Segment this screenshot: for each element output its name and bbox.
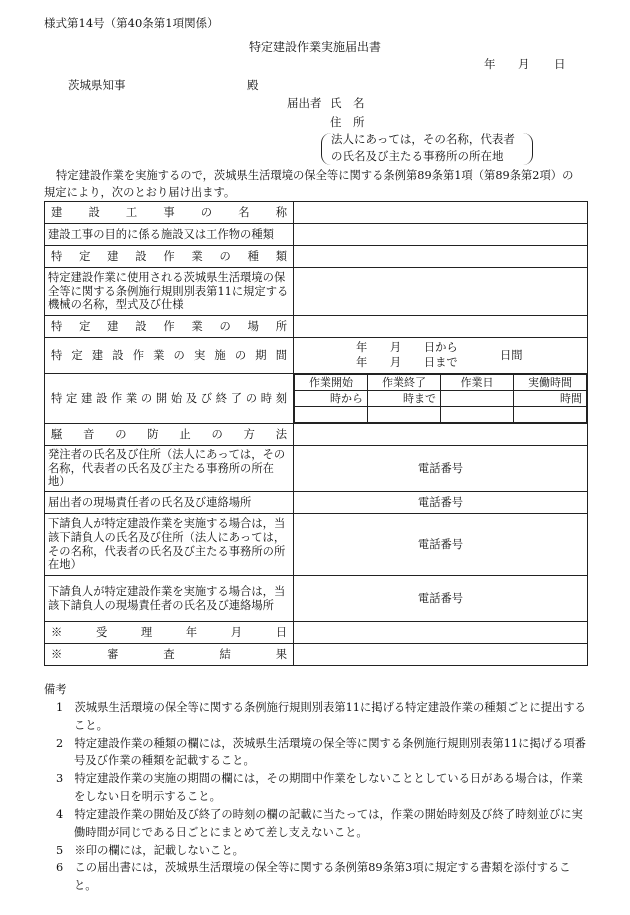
applicant-label: 届出者	[287, 96, 322, 110]
table-row	[45, 492, 588, 514]
subcontractor-phone-field[interactable]: 電話番号	[294, 514, 588, 576]
time-cell[interactable]	[295, 407, 368, 423]
note-item: 5 ※印の欄には，記載しないこと。	[56, 843, 244, 857]
table-row	[45, 224, 588, 246]
table-row	[45, 576, 588, 622]
start-time-cell[interactable]: 時から	[295, 391, 368, 407]
period-end: 年 月 日まで	[356, 356, 458, 369]
table-row	[45, 316, 588, 338]
applicant-note-line1: 法人にあっては，その名称，代表者	[331, 132, 515, 146]
time-header: 実働時間	[514, 375, 587, 391]
note-item: 6 この届出書には，茨城県生活環境の保全等に関する条例第89条第3項に規定する書類を添付すること。	[56, 861, 571, 893]
row-label: ※ 審 査 結 果	[45, 644, 294, 666]
receipt-date-field	[294, 622, 588, 644]
noise-prevention-field[interactable]	[294, 424, 588, 446]
time-cell[interactable]	[514, 407, 587, 423]
applicant-note-line2: の氏名及び主たる事務所の所在地	[331, 149, 504, 163]
table-row	[45, 622, 588, 644]
row-label: 建設工事の目的に係る施設又は工作物の種類	[45, 224, 294, 246]
row-label: 特定建設作業に使用される茨城県生活環境の保全等に関する条例施行規則別表第11に規定する機械の名称，型式及び仕様	[45, 268, 294, 316]
row-label: 特定建設作業の実施の期間	[45, 338, 294, 374]
honorific: 殿	[247, 78, 259, 92]
row-label: ※ 受 理 年 月 日	[45, 622, 294, 644]
row-label: 届出者の現場責任者の氏名及び連絡場所	[45, 492, 294, 514]
work-period-field[interactable]	[294, 338, 588, 374]
intro-text-line1: 特定建設作業を実施するので，茨城県生活環境の保全等に関する条例第89条第1項（第89条第2項）の	[56, 169, 574, 182]
site-manager-phone-field[interactable]: 電話番号	[294, 492, 588, 514]
row-label: 下請負人が特定建設作業を実施する場合は，当該下請負人の現場責任者の氏名及び連絡場所	[45, 576, 294, 622]
date-month: 月	[518, 57, 530, 71]
table-row	[45, 644, 588, 666]
applicant-address-label: 住 所	[330, 115, 365, 129]
time-cell[interactable]	[368, 407, 441, 423]
addressee: 茨城県知事	[68, 78, 126, 92]
document-title: 特定建設作業実施届出書	[248, 40, 381, 54]
orderer-phone-field[interactable]: 電話番号	[294, 446, 588, 492]
form-number: 様式第14号（第40条第1項関係）	[44, 16, 219, 30]
notes-section	[44, 681, 589, 895]
row-label: 騒音の防止の方法	[45, 424, 294, 446]
work-day-cell[interactable]	[441, 391, 514, 407]
table-row	[45, 338, 588, 374]
table-row	[45, 268, 588, 316]
work-hours-cell[interactable]: 時間	[514, 391, 587, 407]
work-type-field[interactable]	[294, 246, 588, 268]
notes-title: 備考	[44, 683, 67, 696]
table-row	[45, 424, 588, 446]
subcontractor-manager-phone-field[interactable]: 電話番号	[294, 576, 588, 622]
time-header: 作業日	[441, 375, 514, 391]
notification-table	[44, 201, 588, 666]
intro-text-line2: 規定により，次のとおり届け出ます。	[44, 186, 236, 199]
work-location-field[interactable]	[294, 316, 588, 338]
row-label: 特定建設作業の開始及び終了の時刻	[45, 374, 294, 424]
row-label: 特定建設作業の種類	[45, 246, 294, 268]
note-item: 3 特定建設作業の実施の期間の欄には，その期間中作業をしないこととしている日がある場合は，作業をしない日を明示すること。	[56, 772, 583, 804]
table-row	[45, 246, 588, 268]
work-time-field	[294, 374, 588, 424]
review-result-field	[294, 644, 588, 666]
note-item: 2 特定建設作業の種類の欄には，茨城県生活環境の保全等に関する条例施行規則別表第11に掲げる項番号及び作業の種類を記載すること。	[56, 736, 586, 768]
construction-name-field[interactable]	[294, 202, 588, 224]
applicant-name-label: 氏 名	[330, 96, 365, 110]
row-label: 発注者の氏名及び住所（法人にあっては，その名称，代表者の氏名及び主たる事務所の所在地）	[45, 446, 294, 492]
row-label: 建設工事の名称	[45, 202, 294, 224]
note-item: 4 特定建設作業の開始及び終了の時刻の欄の記載に当たっては，作業の開始時刻及び終了時刻並びに実働時間が同じである日ごとにまとめて差し支えないこと。	[56, 807, 583, 839]
table-row	[45, 202, 588, 224]
time-header: 作業開始	[295, 375, 368, 391]
machine-spec-field[interactable]	[294, 268, 588, 316]
period-start: 年 月 日から	[356, 341, 458, 354]
table-row	[45, 446, 588, 492]
time-header: 作業終了	[368, 375, 441, 391]
date-day: 日	[554, 57, 566, 71]
end-time-cell[interactable]: 時まで	[368, 391, 441, 407]
row-label: 下請負人が特定建設作業を実施する場合は，当該下請負人の氏名及び住所（法人にあっては，その名称，代表者の氏名及び主たる事務所の所在地）	[45, 514, 294, 576]
date-year: 年	[484, 57, 496, 71]
row-label: 特定建設作業の場所	[45, 316, 294, 338]
table-row	[45, 374, 588, 424]
note-item: 1 茨城県生活環境の保全等に関する条例施行規則別表第11に掲げる特定建設作業の種類ごとに提出すること。	[56, 700, 586, 732]
time-cell[interactable]	[441, 407, 514, 423]
table-row	[45, 514, 588, 576]
work-time-subtable	[294, 374, 587, 423]
facility-type-field[interactable]	[294, 224, 588, 246]
period-days: 日間	[500, 349, 523, 362]
